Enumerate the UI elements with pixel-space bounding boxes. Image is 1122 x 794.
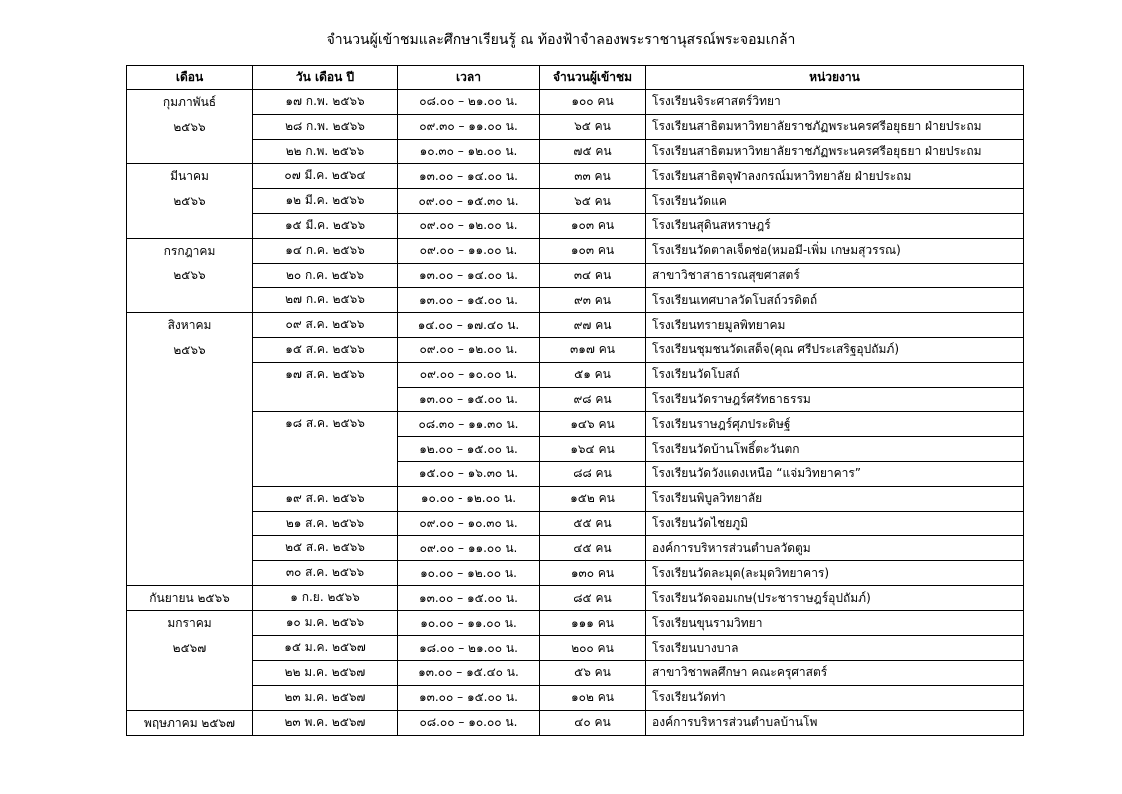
month-label: ๒๕๖๖	[173, 193, 206, 208]
date-cell: ๒๓ ม.ค. ๒๕๖๗	[253, 685, 398, 710]
date-cell: ๑ ก.ย. ๒๕๖๖	[253, 585, 398, 611]
visitor-count-cell: ๑๕๒ คน	[540, 486, 646, 511]
table-row	[127, 189, 1024, 214]
date-cell: ๒๗ ก.ค. ๒๕๖๖	[253, 288, 398, 313]
table-row	[127, 486, 1024, 511]
date-cell: ๒๓ พ.ค. ๒๕๖๗	[253, 710, 398, 736]
date-cell: ๑๔ ก.ค. ๒๕๖๖	[253, 238, 398, 263]
time-cell: ๑๓.๐๐ – ๑๕.๐๐ น.	[398, 585, 540, 611]
date-cell: ๑๗ ส.ค. ๒๕๖๖	[253, 362, 398, 412]
agency-cell: โรงเรียนวัดท่า	[646, 685, 1024, 710]
table-row	[127, 238, 1024, 263]
table-row	[127, 511, 1024, 536]
table-row	[127, 263, 1024, 288]
date-cell: ๑๕ ม.ค. ๒๕๖๗	[253, 636, 398, 661]
agency-cell: โรงเรียนวัดโบสถ์	[646, 362, 1024, 387]
time-cell: ๑๐.๐๐ - ๑๒.๐๐ น.	[398, 486, 540, 511]
date-cell: ๓๐ ส.ค. ๒๕๖๖	[253, 561, 398, 586]
agency-cell: สาขาวิชาพลศึกษา คณะครุศาสตร์	[646, 661, 1024, 686]
visitor-count-cell: ๙๘ คน	[540, 387, 646, 412]
table-row	[127, 585, 1024, 611]
time-cell: ๑๔.๐๐ – ๑๗.๔๐ น.	[398, 313, 540, 338]
agency-cell: โรงเรียนวัดราษฎร์ศรัทธาธรรม	[646, 387, 1024, 412]
agency-cell: โรงเรียนสาธิตมหาวิทยาลัยราชภัฏพระนครศรีอยุธยา ฝ่ายประถม	[646, 139, 1024, 164]
table-header-row	[127, 66, 1024, 90]
agency-cell: โรงเรียนวัดจอมเกษ(ประชาราษฎร์อุปถัมภ์)	[646, 585, 1024, 611]
header-month: เดือน	[127, 66, 253, 90]
visitor-table	[126, 65, 1024, 736]
date-cell: ๒๒ ม.ค. ๒๕๖๗	[253, 661, 398, 686]
visitor-count-cell: ๑๓๐ คน	[540, 561, 646, 586]
month-cell	[127, 90, 253, 164]
date-cell: ๒๘ ก.พ. ๒๕๖๖	[253, 114, 398, 139]
agency-cell: โรงเรียนวัดวังแดงเหนือ “แจ่มวิทยาคาร”	[646, 461, 1024, 486]
date-cell: ๑๕ มี.ค. ๒๕๖๖	[253, 213, 398, 238]
time-cell: ๐๙.๐๐ – ๑๐.๐๐ น.	[398, 362, 540, 387]
visitor-count-cell: ๔๕ คน	[540, 536, 646, 561]
visitor-count-cell: ๑๑๑ คน	[540, 611, 646, 636]
month-label: กันยายน ๒๕๖๖	[149, 590, 230, 605]
time-cell: ๑๓.๐๐ – ๑๕.๐๐ น.	[398, 387, 540, 412]
visitor-count-cell: ๗๕ คน	[540, 139, 646, 164]
month-cell	[127, 164, 253, 238]
time-cell: ๐๙.๐๐ – ๑๑.๐๐ น.	[398, 238, 540, 263]
date-cell: ๑๙ ส.ค. ๒๕๖๖	[253, 486, 398, 511]
visitor-count-cell: ๑๐๐ คน	[540, 90, 646, 115]
table-row	[127, 337, 1024, 362]
visitor-count-cell: ๘๕ คน	[540, 585, 646, 611]
table-row	[127, 661, 1024, 686]
time-cell: ๑๓.๐๐ – ๑๔.๐๐ น.	[398, 164, 540, 189]
header-agency: หน่วยงาน	[646, 66, 1024, 90]
agency-cell: องค์การบริหารส่วนตำบลบ้านโพ	[646, 710, 1024, 736]
month-label: ๒๕๖๗	[172, 640, 207, 655]
agency-cell: โรงเรียนบางบาล	[646, 636, 1024, 661]
agency-cell: โรงเรียนวัดตาลเจ็ดช่อ(หมอมี-เพิ่ม เกษมสุวรรณ)	[646, 238, 1024, 263]
agency-cell: โรงเรียนจิระศาสตร์วิทยา	[646, 90, 1024, 115]
table-row	[127, 90, 1024, 115]
month-cell	[127, 238, 253, 312]
visitor-count-cell: ๓๑๗ คน	[540, 337, 646, 362]
page-title: จำนวนผู้เข้าชมและศึกษาเรียนรู้ ณ ท้องฟ้าจำลองพระราชานุสรณ์พระจอมเกล้า	[326, 32, 796, 48]
time-cell: ๐๘.๐๐ – ๑๐.๐๐ น.	[398, 710, 540, 736]
agency-cell: โรงเรียนเทศบาลวัดโบสถ์วรดิตถ์	[646, 288, 1024, 313]
table-row	[127, 213, 1024, 238]
month-label: ๒๕๖๖	[173, 342, 206, 357]
table-row	[127, 536, 1024, 561]
time-cell: ๑๐.๐๐ – ๑๒.๐๐ น.	[398, 561, 540, 586]
time-cell: ๑๓.๐๐ – ๑๕.๐๐ น.	[398, 685, 540, 710]
time-cell: ๑๘.๐๐ – ๒๑.๐๐ น.	[398, 636, 540, 661]
visitor-count-cell: ๑๖๔ คน	[540, 437, 646, 462]
visitor-count-cell: ๙๓ คน	[540, 288, 646, 313]
month-label: มกราคม	[167, 616, 212, 631]
date-cell: ๒๑ ส.ค. ๒๕๖๖	[253, 511, 398, 536]
date-cell: ๑๘ ส.ค. ๒๕๖๖	[253, 412, 398, 486]
time-cell: ๑๕.๐๐ – ๑๖.๓๐ น.	[398, 461, 540, 486]
date-cell: ๒๕ ส.ค. ๒๕๖๖	[253, 536, 398, 561]
date-cell: ๒๒ ก.พ. ๒๕๖๖	[253, 139, 398, 164]
time-cell: ๐๘.๓๐ – ๑๑.๓๐ น.	[398, 412, 540, 437]
table-row	[127, 362, 1024, 387]
month-cell	[127, 611, 253, 710]
table-row	[127, 412, 1024, 437]
time-cell: ๐๙.๐๐ – ๑๕.๓๐ น.	[398, 189, 540, 214]
time-cell: ๐๙.๓๐ – ๑๑.๐๐ น.	[398, 114, 540, 139]
table-body	[127, 90, 1024, 736]
visitor-count-cell: ๕๖ คน	[540, 661, 646, 686]
visitor-count-cell: ๒๐๐ คน	[540, 636, 646, 661]
month-label: มีนาคม	[170, 169, 209, 184]
month-label: ๒๕๖๖	[173, 268, 206, 283]
time-cell: ๑๓.๐๐ – ๑๔.๐๐ น.	[398, 263, 540, 288]
visitor-count-cell: ๑๐๓ คน	[540, 213, 646, 238]
agency-cell: โรงเรียนชุมชนวัดเสด็จ(คุณ ศรีประเสริฐอุปถัมภ์)	[646, 337, 1024, 362]
month-label: สิงหาคม	[167, 318, 212, 333]
table-row	[127, 561, 1024, 586]
agency-cell: โรงเรียนขุนรามวิทยา	[646, 611, 1024, 636]
time-cell: ๑๐.๓๐ – ๑๒.๐๐ น.	[398, 139, 540, 164]
month-label: กรกฎาคม	[163, 243, 216, 258]
visitor-count-cell: ๙๗ คน	[540, 313, 646, 338]
visitor-count-cell: ๕๕ คน	[540, 511, 646, 536]
date-cell: ๑๒ มี.ค. ๒๕๖๖	[253, 189, 398, 214]
agency-cell: โรงเรียนวัดแค	[646, 189, 1024, 214]
agency-cell: โรงเรียนพิบูลวิทยาลัย	[646, 486, 1024, 511]
month-label: พฤษภาคม ๒๕๖๗	[143, 715, 236, 730]
agency-cell: โรงเรียนสาธิตมหาวิทยาลัยราชภัฏพระนครศรีอยุธยา ฝ่ายประถม	[646, 114, 1024, 139]
month-cell	[127, 313, 253, 586]
agency-cell: โรงเรียนราษฎร์ศุภประดิษฐ์	[646, 412, 1024, 437]
table-row	[127, 164, 1024, 189]
table-row	[127, 288, 1024, 313]
month-cell	[127, 585, 253, 611]
agency-cell: โรงเรียนวัดบ้านโพธิ์ตะวันตก	[646, 437, 1024, 462]
table-row	[127, 313, 1024, 338]
visitor-count-cell: ๓๔ คน	[540, 263, 646, 288]
header-date: วัน เดือน ปี	[253, 66, 398, 90]
table-row	[127, 710, 1024, 736]
agency-cell: องค์การบริหารส่วนตำบลวัดตูม	[646, 536, 1024, 561]
table-row	[127, 636, 1024, 661]
agency-cell: โรงเรียนทรายมูลพิทยาคม	[646, 313, 1024, 338]
time-cell: ๑๓.๐๐ – ๑๕.๔๐ น.	[398, 661, 540, 686]
agency-cell: โรงเรียนวัดไชยภูมิ	[646, 511, 1024, 536]
table-row	[127, 139, 1024, 164]
time-cell: ๐๙.๐๐ – ๑๑.๐๐ น.	[398, 536, 540, 561]
month-label: กุมภาพันธ์	[162, 95, 217, 109]
date-cell: ๑๐ ม.ค. ๒๕๖๖	[253, 611, 398, 636]
visitor-count-cell: ๘๘ คน	[540, 461, 646, 486]
visitor-count-cell: ๔๐ คน	[540, 710, 646, 736]
date-cell: ๒๐ ก.ค. ๒๕๖๖	[253, 263, 398, 288]
time-cell: ๑๐.๐๐ – ๑๑.๐๐ น.	[398, 611, 540, 636]
header-time: เวลา	[398, 66, 540, 90]
visitor-count-cell: ๑๔๖ คน	[540, 412, 646, 437]
header-visitor-count: จำนวนผู้เข้าชม	[540, 66, 646, 90]
visitor-count-cell: ๕๑ คน	[540, 362, 646, 387]
visitor-count-cell: ๑๐๒ คน	[540, 685, 646, 710]
visitor-count-cell: ๓๓ คน	[540, 164, 646, 189]
table-row	[127, 611, 1024, 636]
time-cell: ๑๓.๐๐ – ๑๕.๐๐ น.	[398, 288, 540, 313]
month-label: ๒๕๖๖	[173, 119, 206, 134]
visitor-count-cell: ๖๕ คน	[540, 114, 646, 139]
time-cell: ๐๙.๐๐ – ๑๐.๓๐ น.	[398, 511, 540, 536]
time-cell: ๐๘.๐๐ – ๒๑.๐๐ น.	[398, 90, 540, 115]
agency-cell: สาขาวิชาสาธารณสุขศาสตร์	[646, 263, 1024, 288]
date-cell: ๐๗ มี.ค. ๒๕๖๔	[253, 164, 398, 189]
date-cell: ๑๗ ก.พ. ๒๕๖๖	[253, 90, 398, 115]
agency-cell: โรงเรียนสุดินสหราษฎร์	[646, 213, 1024, 238]
table-row	[127, 114, 1024, 139]
date-cell: ๑๕ ส.ค. ๒๕๖๖	[253, 337, 398, 362]
date-cell: ๐๙ ส.ค. ๒๕๖๖	[253, 313, 398, 338]
agency-cell: โรงเรียนสาธิตจุฬาลงกรณ์มหาวิทยาลัย ฝ่ายประถม	[646, 164, 1024, 189]
month-cell	[127, 710, 253, 736]
table-row	[127, 685, 1024, 710]
visitor-count-cell: ๑๐๓ คน	[540, 238, 646, 263]
time-cell: ๐๙.๐๐ – ๑๒.๐๐ น.	[398, 213, 540, 238]
time-cell: ๐๙.๐๐ – ๑๒.๐๐ น.	[398, 337, 540, 362]
visitor-count-cell: ๖๕ คน	[540, 189, 646, 214]
agency-cell: โรงเรียนวัดละมุด(ละมุดวิทยาคาร)	[646, 561, 1024, 586]
time-cell: ๑๒.๐๐ – ๑๕.๐๐ น.	[398, 437, 540, 462]
